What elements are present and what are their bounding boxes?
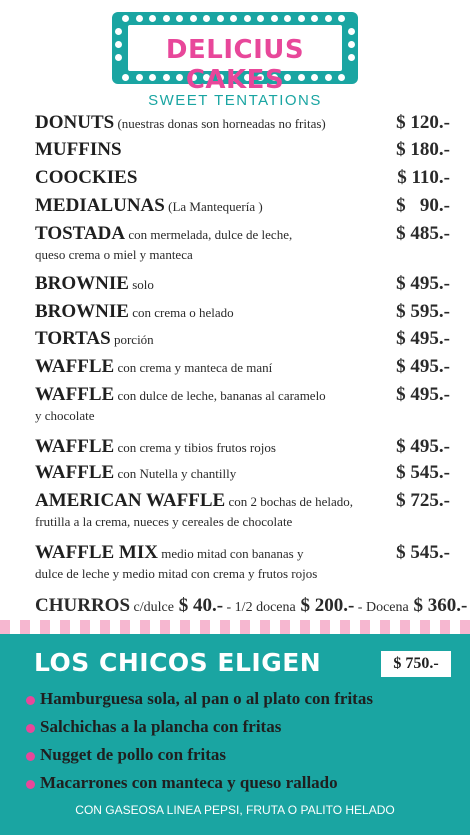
marquee-bulb — [176, 15, 183, 22]
menu-item — [35, 112, 450, 134]
kids-option — [26, 745, 373, 773]
marquee-bulb — [122, 15, 129, 22]
menu-item-desc: porción — [110, 332, 154, 347]
menu-item-desc: con 2 bochas de helado, — [225, 494, 353, 509]
kids-option-label: Hamburguesa sola, al pan o al plato con fritas — [40, 689, 373, 708]
menu-item-price: $ 595.- — [396, 301, 450, 322]
marquee-bulb — [311, 15, 318, 22]
menu-item — [35, 139, 450, 161]
kids-menu-footer: CON GASEOSA LINEA PEPSI, FRUTA O PALITO HELADO — [75, 803, 395, 817]
menu-item — [35, 462, 450, 484]
menu-item-price: $ 90.- — [396, 195, 450, 216]
kids-option-label: Macarrones con manteca y queso rallado — [40, 773, 338, 792]
menu-item-price: $ 495.- — [396, 384, 450, 405]
marquee-bulb — [163, 15, 170, 22]
churros-half-price: $ 200.- — [295, 595, 355, 616]
bullet-icon — [26, 724, 35, 733]
menu-item — [35, 542, 450, 581]
menu-item — [35, 490, 450, 529]
churros-dozen-label: - Docena — [354, 600, 409, 615]
menu-item-name: WAFFLE — [35, 436, 115, 457]
marquee-bulb — [284, 15, 291, 22]
brand-tagline: SWEET TENTATIONS — [148, 92, 322, 109]
decorative-strip — [0, 620, 470, 634]
menu-item-desc: con dulce de leche, bananas al caramelo — [114, 388, 326, 403]
menu-item-name: WAFFLE — [35, 384, 115, 405]
menu-item-name: MEDIALUNAS — [35, 195, 165, 216]
brand-sign-panel — [128, 25, 342, 95]
marquee-bulb — [190, 15, 197, 22]
menu-item-price: $ 180.- — [396, 139, 450, 160]
menu-item-price: $ 495.- — [396, 356, 450, 377]
menu-item — [35, 436, 450, 458]
menu-item — [35, 273, 450, 295]
menu-item-name: WAFFLE MIX — [35, 542, 158, 563]
menu-item-desc-cont: queso crema o miel y manteca — [35, 247, 193, 262]
kids-options-list — [26, 689, 373, 801]
bullet-icon — [26, 752, 35, 761]
menu-item-name: COOCKIES — [35, 167, 138, 188]
churros-name: CHURROS — [35, 595, 131, 616]
churros-unit-price: $ 40.- — [173, 595, 224, 616]
menu-item-name: BROWNIE — [35, 273, 129, 294]
churros-row — [35, 595, 467, 617]
menu-item — [35, 328, 450, 350]
menu-item — [35, 384, 450, 423]
kids-option — [26, 689, 373, 717]
menu-item-name: TOSTADA — [35, 223, 126, 244]
menu-item-name: BROWNIE — [35, 301, 129, 322]
brand-sign — [112, 12, 358, 95]
menu-item-desc: solo — [128, 277, 154, 292]
menu-item-desc: con mermelada, dulce de leche, — [125, 227, 293, 242]
menu-item-price: $ 495.- — [396, 273, 450, 294]
kids-option-label: Salchichas a la plancha con fritas — [40, 717, 282, 736]
bullet-icon — [26, 696, 35, 705]
menu-item-desc: con Nutella y chantilly — [114, 466, 237, 481]
marquee-bulb — [115, 28, 122, 35]
marquee-bulb — [149, 15, 156, 22]
marquee-bulb — [257, 15, 264, 22]
brand-name: DELICIUS CAKES — [165, 35, 305, 95]
marquee-bulb — [230, 15, 237, 22]
marquee-bulb — [271, 15, 278, 22]
churros-half-label: - 1/2 docena — [223, 600, 296, 615]
menu-item — [35, 223, 450, 262]
menu-item-desc: con crema o helado — [128, 305, 234, 320]
marquee-bulb — [136, 15, 143, 22]
marquee-bulb — [115, 41, 122, 48]
menu-item-name: DONUTS — [35, 112, 115, 133]
marquee-bulb — [338, 15, 345, 22]
kids-menu-section — [0, 634, 470, 835]
menu-item-price: $ 725.- — [396, 490, 450, 511]
menu-item-name: WAFFLE — [35, 462, 115, 483]
marquee-bulb — [244, 15, 251, 22]
bullet-icon — [26, 780, 35, 789]
menu-item-desc: con crema y tibios frutos rojos — [114, 440, 276, 455]
kids-option — [26, 717, 373, 745]
menu-item — [35, 195, 450, 217]
kids-menu-title: LOS CHICOS ELIGEN — [34, 648, 322, 677]
menu-item-name: MUFFINS — [35, 139, 122, 160]
marquee-bulb — [325, 15, 332, 22]
menu-item-desc: (nuestras donas son horneadas no fritas) — [114, 116, 326, 131]
marquee-bulb — [203, 15, 210, 22]
menu-item-price: $ 495.- — [396, 328, 450, 349]
menu-item-name: AMERICAN WAFFLE — [35, 490, 226, 511]
menu-item-price: $ 485.- — [396, 223, 450, 244]
menu-item-price: $ 545.- — [396, 462, 450, 483]
menu-item-desc: con crema y manteca de maní — [114, 360, 273, 375]
marquee-bulb — [348, 54, 355, 61]
churros-unit-label: c/dulce — [130, 600, 174, 615]
menu-item-desc-cont: dulce de leche y medio mitad con crema y frutos rojos — [35, 566, 318, 581]
kids-menu-price: $ 750.- — [381, 651, 451, 677]
kids-option-label: Nugget de pollo con fritas — [40, 745, 227, 764]
menu-item — [35, 356, 450, 378]
menu-item-price: $ 545.- — [396, 542, 450, 563]
menu-item-desc-cont: frutilla a la crema, nueces y cereales de chocolate — [35, 514, 293, 529]
marquee-bulb — [298, 15, 305, 22]
churros-dozen-price: $ 360.- — [408, 595, 468, 616]
marquee-bulb — [348, 28, 355, 35]
menu-item — [35, 167, 450, 189]
kids-option — [26, 773, 373, 801]
menu-item-desc: (La Mantequería ) — [164, 199, 263, 214]
menu-item — [35, 301, 450, 323]
marquee-bulb — [115, 54, 122, 61]
marquee-bulb — [217, 15, 224, 22]
menu-item-name: TORTAS — [35, 328, 111, 349]
menu-item-desc-cont: y chocolate — [35, 408, 95, 423]
menu-item-price: $ 120.- — [396, 112, 450, 133]
menu-item-desc: medio mitad con bananas y — [157, 546, 304, 561]
menu-item-name: WAFFLE — [35, 356, 115, 377]
menu-item-price: $ 110.- — [397, 167, 450, 188]
menu-item-price: $ 495.- — [396, 436, 450, 457]
marquee-bulb — [348, 41, 355, 48]
